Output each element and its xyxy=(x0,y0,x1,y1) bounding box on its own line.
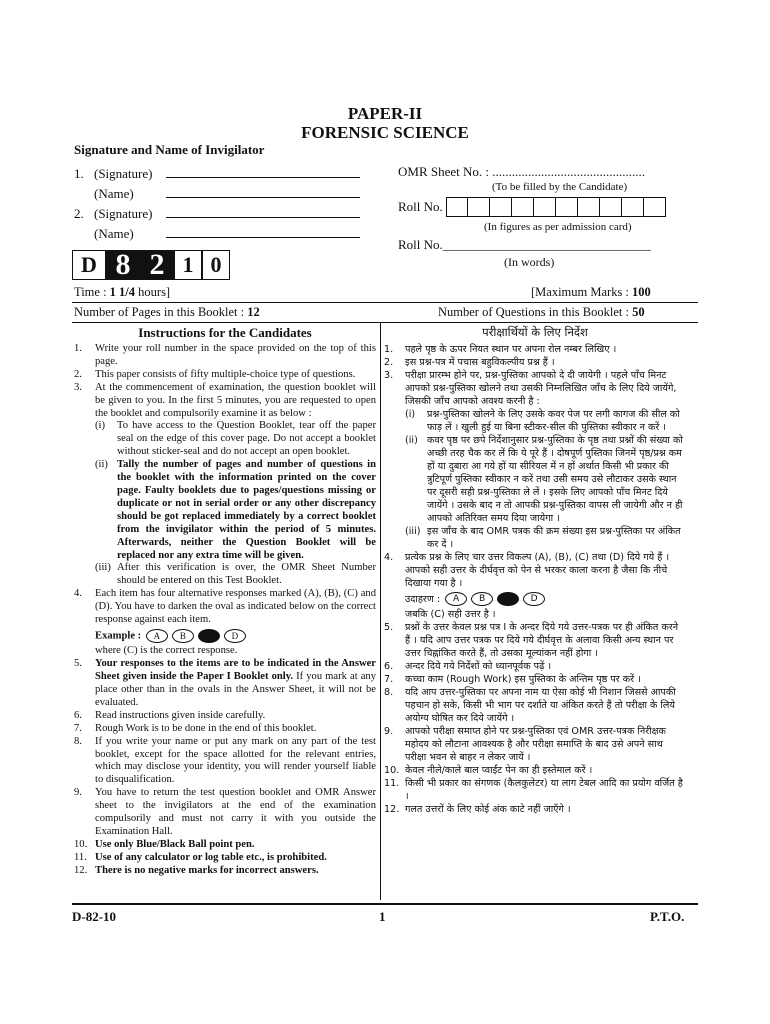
instruction-6: 6. Read instructions given inside carefully. xyxy=(74,709,266,721)
roll-digit-box[interactable] xyxy=(468,197,490,217)
hindi-example-row: उदाहरण : A B C D xyxy=(405,592,686,606)
column-divider xyxy=(380,322,381,900)
omr-note: (To be filled by the Candidate) xyxy=(492,181,628,193)
invigilator-name-1: (Name) xyxy=(74,185,360,202)
roll-digit-box[interactable] xyxy=(490,197,512,217)
hindi-instruction-3b: (ii) कवर पृष्ठ पर छपे निर्देशानुसार प्रश्न-पुस्तिका के पृष्ठ तथा प्रश्नों की संख्या को अच्छी तरह चैक कर लें कि ये पूरे हैं । दोषपूर्ण पुस्तिका जिनमें पृष्ठ/प्रश्न कम हों या दुबारा आ गये हों या सीरियल में न हों अर्थात किसी भी प्रकार की त्रुटिपूर्ण पुस्तिका स्वीकार न करें तथा उसी समय उसे लौटाकर उसके स्थान पर दूसरी सही प्रश्न-पुस्तिका ले लें । इसके लिए आपको पाँच मिनट दिये जायेंगे । उसके बाद न तो आपकी प्रश्न-पुस्तिका वापस ली जायेगी और न ही आपको अतिरिक्त समय दिया जायेगा । xyxy=(405,435,683,524)
hindi-instruction-9: 9. आपको परीक्षा समाप्त होने पर प्रश्न-पुस्तिका एवं OMR उत्तर-पत्रक निरीक्षक महोदय को लौटाना आवश्यक है और परीक्षा समाप्ति के बाद उसे अपने साथ परीक्षा भवन से बाहर न लेकर जायें । xyxy=(384,726,666,763)
instruction-3b: (ii) Tally the number of pages and number of questions in the booklet with the information printed on the cover page. Faulty booklets due to pages/questions missing or duplicate or not in serial order or any other discrepancy should be got replaced immediately by a correct booklet from the invigilator within the period of 5 minutes. Afterwards, neither the Question Booklet will be replaced nor any extra time will be given. xyxy=(95,459,376,561)
roll-digit-box[interactable] xyxy=(512,197,534,217)
code-digit-3: 1 xyxy=(174,250,202,280)
hindi-instruction-7: 7. कच्चा काम (Rough Work) इस पुस्तिका के अन्तिम पृष्ठ पर करें । xyxy=(384,674,641,685)
code-digit-4: 0 xyxy=(202,250,230,280)
instruction-1: 1. Write your roll number in the space provided on the top of this page. xyxy=(74,343,376,367)
option-c-oval-filled: C xyxy=(497,592,519,606)
name-line[interactable] xyxy=(166,185,360,198)
roll-digit-box[interactable] xyxy=(534,197,556,217)
omr-sheet-number[interactable]: OMR Sheet No. : ............................................... xyxy=(398,164,645,179)
subject-title: FORENSIC SCIENCE xyxy=(301,123,469,142)
hindi-instruction-3: 3. परीक्षा प्रारम्भ होने पर, प्रश्न-पुस्तिका आपको दे दी जायेगी । पहले पाँच मिनट आपको प्रश्न-पुस्तिका खोलने तथा उसकी निम्नलिखित जाँच के लिए दिये जायेंगे, जिसकी जाँच आपको अवश्य करनी है : (i) प्रश्न-पुस्तिका खोलने के लिए उसके कवर पेज पर लगी कागज की सील को फाड़ लें । खुली हुई या बिना स्टीकर-सील की पुस्तिका स्वीकार न करें । (ii) कवर पृष्ठ पर छपे निर्देशानुसार प्रश्न-पुस्तिका के पृष्ठ तथा प्रश्नों की संख्या को अच्छी तरह चैक कर लें कि ये पूरे हैं । दोषपूर्ण पुस्तिका जिनमें पृष्ठ/प्रश्न कम हों या दुबारा आ गये हों या सीरियल में न हों अर्थात किसी भी प्रकार की त्रुटिपूर्ण पुस्तिका स्वीकार न करें तथा उसी समय उसे लौटाकर उसके स्थान पर दूसरी सही प्रश्न-पुस्तिका ले लें । इसके लिए आपको पाँच मिनट दिये जायेंगे । उसके बाद न तो आपकी प्रश्न-पुस्तिका वापस ली जायेगी और न ही आपको अतिरिक्त समय दिया जायेगा । (iii) इस जाँच के बाद OMR पत्रक की क्रम संख्या इस प्रश्न-पुस्तिका पर अंकित कर दें । xyxy=(384,369,686,551)
hindi-instruction-12: 12. गलत उत्तरों के लिए कोई अंक काटे नहीं जाएँगे । xyxy=(384,804,571,815)
code-digit-2: 2 xyxy=(140,250,174,280)
option-a-oval: A xyxy=(445,592,467,606)
divider xyxy=(72,302,698,303)
instruction-3a: (i) To have access to the Question Booklet, tear off the paper seal on the edge of this cover page. Do not accept a booklet without sticker-seal and do not accept an open booklet. xyxy=(95,420,376,458)
hindi-instruction-3c: (iii) इस जाँच के बाद OMR पत्रक की क्रम संख्या इस प्रश्न-पुस्तिका पर अंकित कर दें । xyxy=(405,526,681,550)
invigilator-name-2: (Name) xyxy=(74,225,360,242)
hindi-instruction-3a: (i) प्रश्न-पुस्तिका खोलने के लिए उसके कवर पेज पर लगी कागज की सील को फाड़ लें । खुली हुई या बिना स्टीकर-सील की पुस्तिका स्वीकार न करें । xyxy=(405,409,680,433)
option-c-oval-filled: C xyxy=(198,629,220,643)
roll-note: (In figures as per admission card) xyxy=(484,221,632,233)
pages-count: Number of Pages in this Booklet : 12 xyxy=(74,305,260,319)
booklet-code xyxy=(72,250,230,280)
instruction-11: 11. Use of any calculator or log table etc., is prohibited. xyxy=(74,851,327,863)
instruction-5: 5. Your responses to the items are to be indicated in the Answer Sheet given inside the Paper I Booklet only. If you mark at any place other than in the ovals in the Answer Sheet, it will not be evaluated. xyxy=(74,658,376,708)
option-a-oval: A xyxy=(146,629,168,643)
roll-in-words[interactable]: Roll No.________________________________ xyxy=(398,237,651,252)
hindi-instruction-5: 5. प्रश्नों के उत्तर केवल प्रश्न पत्र I के अन्दर दिये गये उत्तर-पत्रक पर ही अंकित करने हैं । यदि आप उत्तर पत्रक पर दिये गये दीर्घवृत्त के अलावा किसी अन्य स्थान पर उत्तर चिह्नांकित करते हैं, तो उसका मूल्यांकन नहीं होगा । xyxy=(384,622,679,659)
code-letter: D xyxy=(72,250,106,280)
invigilator-signature-2: 2. (Signature) xyxy=(74,205,360,222)
pto: P.T.O. xyxy=(650,909,685,924)
roll-digit-box[interactable] xyxy=(622,197,644,217)
name-line[interactable] xyxy=(166,225,360,238)
hindi-instruction-8: 8. यदि आप उत्तर-पुस्तिका पर अपना नाम या ऐसा कोई भी निशान जिससे आपकी पहचान हो सके, किसी भी भाग पर दर्शाते या अंकित करते हैं तो परीक्षा के लिये अयोग्य घोषित कर दिये जायेंगे । xyxy=(384,687,676,724)
instruction-10: 10. Use only Blue/Black Ball point pen. xyxy=(74,838,255,850)
roll-number-boxes xyxy=(398,197,666,217)
roll-digit-box[interactable] xyxy=(578,197,600,217)
option-b-oval: B xyxy=(471,592,493,606)
option-b-oval: B xyxy=(172,629,194,643)
hindi-instruction-11: 11. किसी भी प्रकार का संगणक (कैलकुलेटर) या लाग टेबल आदि का प्रयोग वर्जित है । xyxy=(384,778,683,802)
invigilator-signature-1: 1. (Signature) xyxy=(74,165,360,182)
divider xyxy=(72,322,698,323)
hindi-instruction-1: 1. पहले पृष्ठ के ऊपर नियत स्थान पर अपना रोल नम्बर लिखिए । xyxy=(384,344,617,355)
hindi-instruction-10: 10. केवल नीले/काले बाल प्वाईंट पेन का ही इस्तेमाल करें । xyxy=(384,765,593,776)
example-note: where (C) is the correct response. xyxy=(95,645,238,657)
time-info: Time : 1 1/4 hours] xyxy=(74,285,171,299)
instruction-3c: (iii) After this verification is over, the OMR Sheet Number should be entered on this Test Booklet. xyxy=(95,562,376,587)
page-number: 1 xyxy=(379,909,386,924)
option-d-oval: D xyxy=(224,629,246,643)
code-digit-1: 8 xyxy=(106,250,140,280)
hindi-instruction-4: 4. प्रत्येक प्रश्न के लिए चार उत्तर विकल्प (A), (B), (C) तथा (D) दिये गये हैं । आपको सही उत्तर के दीर्घवृत्त को पेन से भरकर काला करना है जैसा कि नीचे दिखाया गया है । उदाहरण : A B C D जबकि (C) सही उत्तर है । xyxy=(384,551,686,621)
instruction-8: 8. If you write your name or put any mark on any part of the test booklet, except for the space allotted for the relevant entries, which may disclose your identity, you will render yourself liable to disqualification. xyxy=(74,735,376,786)
paper-title: PAPER-II xyxy=(347,104,423,123)
hindi-heading: परीक्षार्थियों के लिए निर्देश xyxy=(482,325,588,339)
roll-digit-box[interactable] xyxy=(600,197,622,217)
english-instructions xyxy=(74,324,376,878)
footer-code: D-82-10 xyxy=(72,909,117,924)
instruction-7: 7. Rough Work is to be done in the end of this booklet. xyxy=(74,722,317,734)
max-marks: [Maximum Marks : 100 xyxy=(531,285,651,299)
option-d-oval: D xyxy=(523,592,545,606)
questions-count: Number of Questions in this Booklet : 50 xyxy=(438,305,645,319)
roll-words-note: (In words) xyxy=(504,255,555,269)
english-heading: Instructions for the Candidates xyxy=(138,325,312,340)
hindi-example-note: जबकि (C) सही उत्तर है । xyxy=(405,609,496,620)
instruction-3: 3. At the commencement of examination, the question booklet will be given to you. In the first 5 minutes, you are requested to open the booklet and compulsorily examine it as below : (i) To have access to the Question Booklet, tear off the paper seal on the edge of this cover page. Do not accept a booklet without sticker-seal and do not accept an open booklet. (ii) Tally the number of pages and number of questions in the booklet with the information printed on the cover page. Faulty booklets due to pages/questions missing or duplicate or not in serial order or any other discrepancy should be got replaced immediately by a correct booklet from the invigilator within the period of 5 minutes. Afterwards, neither the Question Booklet will be replaced nor any extra time will be given. (iii) After this verification is over, the OMR Sheet Number should be entered on this Test Booklet. xyxy=(74,381,376,587)
signature-line[interactable] xyxy=(166,165,360,178)
roll-digit-box[interactable] xyxy=(556,197,578,217)
roll-label: Roll No. xyxy=(398,199,443,214)
instruction-9: 9. You have to return the test question booklet and OMR Answer sheet to the invigilators at the end of the examination compulsorily and must not carry it with you outside the Examination Hall. xyxy=(74,787,376,837)
instruction-12: 12. There is no negative marks for incorrect answers. xyxy=(74,864,319,876)
invigilator-heading: Signature and Name of Invigilator xyxy=(74,142,265,157)
instruction-2: 2. This paper consists of fifty multiple-choice type of questions. xyxy=(74,368,356,380)
hindi-instruction-6: 6. अन्दर दिये गये निर्देशों को ध्यानपूर्वक पढ़ें । xyxy=(384,661,552,672)
signature-line[interactable] xyxy=(166,205,360,218)
roll-digit-box[interactable] xyxy=(446,197,468,217)
footer-divider xyxy=(72,903,698,905)
roll-digit-box[interactable] xyxy=(644,197,666,217)
instruction-4: 4. Each item has four alternative responses marked (A), (B), (C) and (D). You have to darken the oval as indicated below on the correct response against each item. Example : A B C D where (C) is the correct response. xyxy=(74,588,376,657)
example-row: Example : A B C D xyxy=(95,629,376,643)
hindi-instruction-2: 2. इस प्रश्न-पत्र में पचास बहुविकल्पीय प्रश्न हैं । xyxy=(384,357,555,368)
hindi-instructions xyxy=(384,324,686,816)
